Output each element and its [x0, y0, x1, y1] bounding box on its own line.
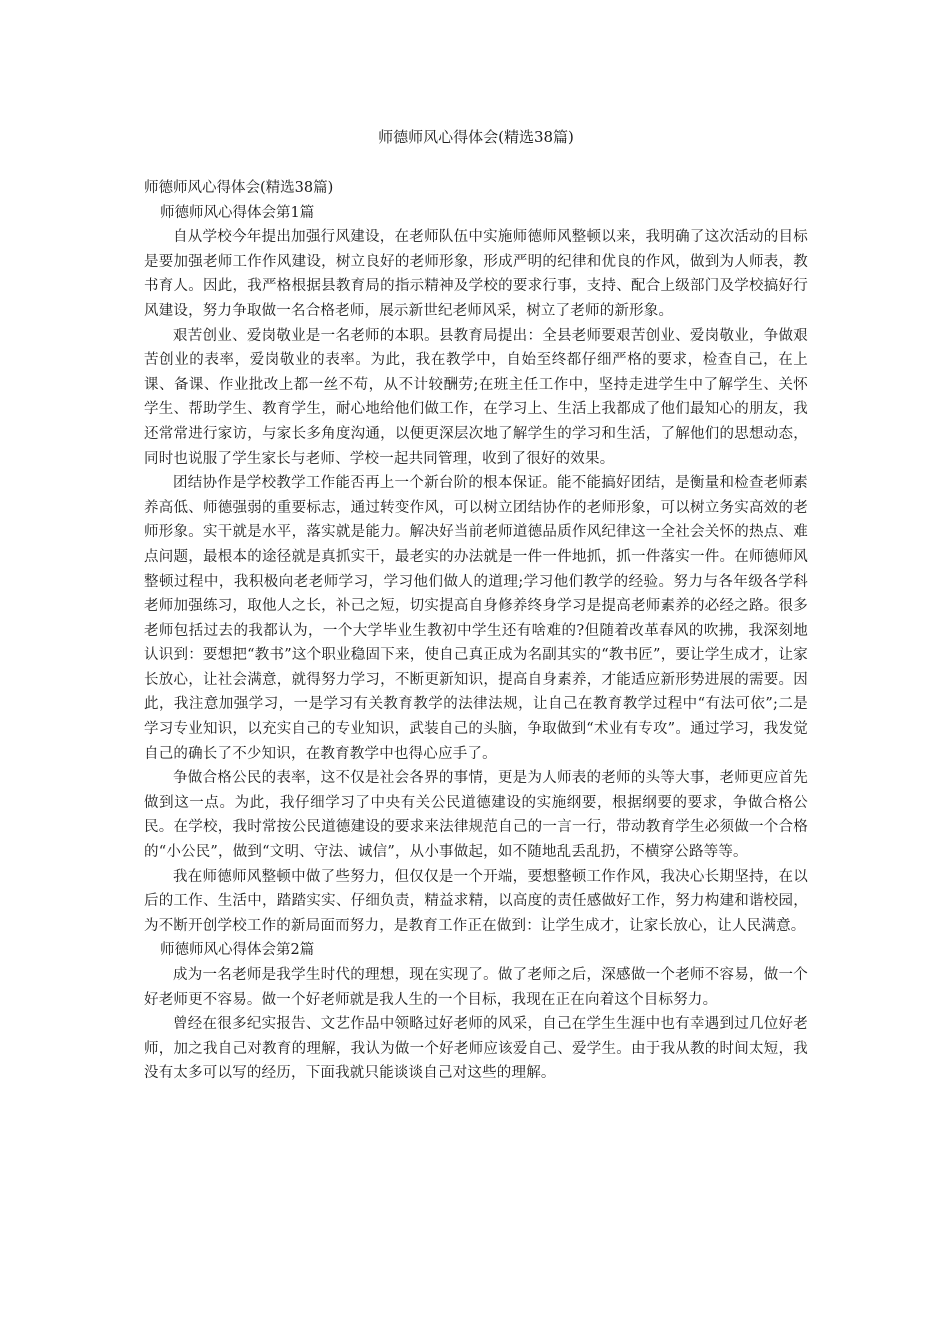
paragraph: 成为一名老师是我学生时代的理想，现在实现了。做了老师之后，深感做一个老师不容易，做一个好老师更不容易。做一个好老师就是我人生的一个目标，我现在正在向着这个目标努力。 [144, 967, 808, 1008]
document-subtitle: 师德师风心得体会(精选38篇) [144, 180, 334, 196]
paragraph: 团结协作是学校教学工作能否再上一个新台阶的根本保证。能不能搞好团结，是衡量和检查老师素养高低、师德强弱的重要标志，通过转变作风，可以树立团结协作的老师形象，可以树立务实高效的老师形象。实干就是水平，落实就是能力。解决好当前老师道德品质作风纪律这一全社会关怀的热点、难点问题，最根本的途径就是真抓实干，最老实的办法就是一件一件地抓，抓一件落实一件。在师德师风整顿过程中，我积极向老老师学习，学习他们做人的道理;学习他们教学的经验。努力与各年级各学科老师加强练习，取他人之长，补己之短，切实提高自身修养终身学习是提高老师素养的必经之路。很多老师包括过去的我都认为，一个大学毕业生教初中学生还有啥难的?但随着改革春风的吹拂，我深刻地认识到：要想把“教书”这个职业稳固下来，使自己真正成为名副其实的“教书匠”，要让学生成才，让家长放心，让社会满意，就得努力学习，不断更新知识，提高自身素养，才能适应新形势进展的需要。因此，我注意加强学习，一是学习有关教育教学的法律法规，让自己在教育教学过程中“有法可依”;二是学习专业知识，以充实自己的专业知识，武装自己的头脑，争取做到“术业有专攻”。通过学习，我发觉自己的确长了不少知识，在教育教学中也得心应手了。 [144, 475, 808, 762]
document-body [144, 176, 808, 1086]
paragraph: 我在师德师风整顿中做了些努力，但仅仅是一个开端，要想整顿工作作风，我决心长期坚持，在以后的工作、生活中，踏踏实实、仔细负责，精益求精，以高度的责任感做好工作，努力构建和谐校园，为不断开创学校工作的新局面而努力，是教育工作正在做到：让学生成才，让家长放心，让人民满意。 [144, 868, 808, 934]
paragraph: 艰苦创业、爱岗敬业是一名老师的本职。县教育局提出：全县老师要艰苦创业、爱岗敬业，争做艰苦创业的表率，爱岗敬业的表率。为此，我在教学中，自始至终都仔细严格的要求，检查自己，在上课、备课、作业批改上都一丝不苟，从不计较酬劳;在班主任工作中，坚持走进学生中了解学生、关怀学生、帮助学生、教育学生，耐心地给他们做工作，在学习上、生活上我都成了他们最知心的朋友，我还常常进行家访，与家长多角度沟通，以便更深层次地了解学生的学习和生活，了解他们的思想动态，同时也说服了学生家长与老师、学校一起共同管理，收到了很好的效果。 [144, 327, 808, 467]
section-heading-2: 师德师风心得体会第2篇 [160, 942, 315, 959]
section-heading-1: 师德师风心得体会第1篇 [160, 204, 315, 221]
paragraph: 曾经在很多纪实报告、文艺作品中领略过好老师的风采，自己在学生生涯中也有幸遇到过几位好老师，加之我自己对教育的理解，我认为做一个好老师应该爱自己、爱学生。由于我从教的时间太短，我没有太多可以写的经历，下面我就只能谈谈自己对这些的理解。 [144, 1016, 808, 1082]
paragraph: 争做合格公民的表率，这不仅是社会各界的事情，更是为人师表的老师的头等大事，老师更应首先做到这一点。为此，我仔细学习了中央有关公民道德建设的实施纲要，根据纲要的要求，争做合格公民。在学校，我时常按公民道德建设的要求来法律规范自己的一言一行，带动教育学生必须做一个合格的“小公民”，做到“文明、守法、诚信”，从小事做起，如不随地乱丢乱扔，不横穿公路等等。 [144, 770, 808, 861]
paragraph: 自从学校今年提出加强行风建设，在老师队伍中实施师德师风整顿以来，我明确了这次活动的目标是要加强老师工作作风建设，树立良好的老师形象，形成严明的纪律和优良的作风，做到为人师表，教书育人。因此，我严格根据县教育局的指示精神及学校的要求行事，支持、配合上级部门及学校搞好行风建设，努力争取做一名合格老师，展示新世纪老师风采，树立了老师的新形象。 [144, 229, 808, 319]
document-title: 师德师风心得体会(精选38篇) [378, 128, 574, 146]
